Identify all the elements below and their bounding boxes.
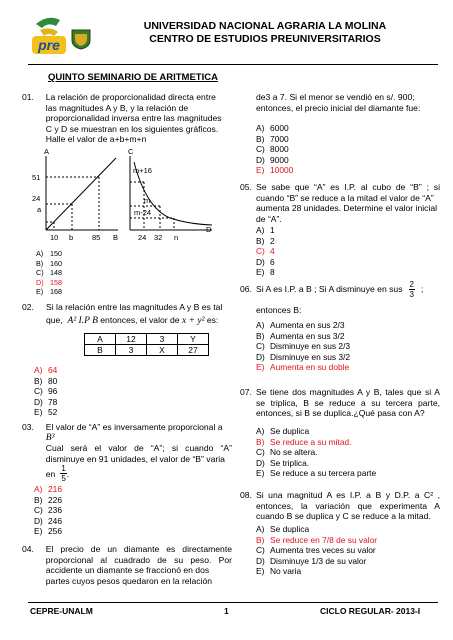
question-text [256, 387, 440, 419]
math-expression: B³ [45, 432, 55, 443]
header-divider [28, 64, 438, 65]
question-number: 05. [240, 182, 252, 192]
option-letter: A) [256, 426, 265, 436]
option[interactable] [256, 134, 293, 145]
question-5 [240, 182, 440, 224]
option[interactable] [34, 526, 62, 537]
option-text: 150 [50, 249, 62, 258]
option[interactable] [34, 376, 57, 387]
option[interactable] [256, 468, 376, 479]
graph1-tick: 10 [50, 233, 59, 242]
option-letter: D) [256, 555, 265, 566]
option-text: 80 [48, 375, 58, 386]
option-letter: B) [256, 534, 265, 545]
text-line: cuando B se duplica y C se reduce a la mitad. [256, 511, 431, 522]
question-6 [240, 280, 440, 316]
text-line: C y D se muestran en los siguientes gráficos. [45, 123, 219, 134]
graph2-tick: n [174, 233, 179, 242]
option-text: 2 [270, 235, 275, 246]
option-text: Aumenta en sus 2/3 [270, 320, 345, 330]
question-number: 02. [22, 302, 34, 312]
q6-options [256, 320, 350, 373]
cepre-logo [30, 14, 68, 58]
option-text: 256 [48, 526, 62, 537]
option-letter: B) [256, 330, 265, 341]
option-text: Se reduce a su mitad. [270, 436, 352, 447]
question-3 [22, 422, 232, 483]
option[interactable] [256, 458, 376, 469]
option-text: 168 [50, 287, 62, 297]
option-correct[interactable] [256, 165, 293, 176]
option-text: 246 [48, 515, 62, 526]
q8-options [256, 524, 377, 577]
option-letter: C) [36, 268, 44, 278]
option-letter: B) [256, 133, 265, 144]
text-part: que, [46, 314, 63, 325]
text-line: disminuye en 91 unidades, el valor de “B” varia [45, 453, 225, 464]
university-shield-icon [70, 28, 92, 50]
values-table [84, 333, 209, 356]
option[interactable] [34, 516, 62, 527]
option-letter: C) [34, 386, 43, 397]
option[interactable] [256, 267, 275, 278]
graph1-line [46, 158, 116, 230]
graph2-y-label: C [128, 147, 134, 156]
option[interactable] [256, 123, 293, 134]
table-row [85, 334, 209, 345]
option-text: Disminuye 1/3 de su valor [270, 555, 367, 566]
option-letter: E) [256, 566, 265, 577]
question-4-continuation [256, 92, 446, 113]
option-text: 158 [50, 277, 62, 287]
option-text: Aumenta tres veces su valor [270, 545, 376, 556]
graph1-tick: a [37, 205, 42, 214]
question-1 [22, 92, 232, 145]
option-correct[interactable] [256, 362, 350, 373]
graph1-tick: b [69, 233, 74, 242]
option-text: Se reduce a su tercera parte [270, 468, 377, 479]
option[interactable] [256, 331, 350, 342]
option-text: 64 [48, 365, 58, 375]
text-part: ; [420, 284, 424, 295]
option[interactable] [256, 426, 376, 437]
option[interactable] [36, 249, 62, 259]
graph1-tick: 51 [32, 173, 41, 182]
graph2-tick: m+16 [133, 166, 152, 175]
option-correct[interactable] [256, 535, 377, 546]
graph2-tick: m [144, 196, 151, 205]
option-text: Disminuye en sus 3/2 [270, 351, 351, 362]
table-row [85, 345, 209, 356]
proportionality-graphs [20, 146, 220, 246]
option-letter: D) [256, 351, 265, 362]
footer-left: CEPRE-UNALM [30, 606, 93, 616]
option-letter: C) [256, 545, 265, 556]
option-letter: C) [256, 447, 265, 458]
option-letter: E) [34, 407, 43, 418]
table-cell: B [85, 345, 116, 356]
question-text [46, 302, 222, 326]
table-cell: X [147, 345, 178, 356]
math-expression: A² I.P B [67, 315, 98, 326]
q5-options [256, 225, 275, 278]
q3-options [34, 484, 62, 537]
q4-options [256, 123, 293, 176]
option-correct[interactable] [256, 437, 376, 448]
text-line: partes cuyos pesos quedaron en la relación [45, 575, 213, 586]
text-part: en [45, 468, 56, 479]
text-line: entonces, el precio inicial del diamante fue: [256, 102, 421, 113]
option-text: Aumenta en su doble [270, 362, 350, 373]
text-line: de3 a 7. Si el menor se vendió en s/. 900; [256, 92, 415, 102]
q7-options [256, 426, 376, 479]
question-2 [22, 302, 232, 326]
logo-text: pre [38, 37, 60, 53]
table-cell: 27 [178, 345, 209, 356]
option-letter: B) [34, 375, 43, 386]
option-letter: A) [36, 249, 44, 258]
option[interactable] [256, 236, 275, 247]
option[interactable] [256, 225, 275, 236]
option-text: 96 [48, 386, 58, 397]
graph2-tick: 24 [138, 233, 147, 242]
fraction [409, 280, 415, 299]
option[interactable] [256, 524, 377, 535]
option-text: 6000 [270, 123, 289, 133]
option-correct[interactable] [34, 484, 62, 495]
option-letter: E) [256, 267, 265, 278]
text-line: Si la relación entre las magnitudes A y B es tal [46, 302, 223, 312]
option-text: 148 [50, 268, 62, 278]
option-letter: B) [256, 235, 265, 246]
option-text: 216 [48, 484, 62, 494]
question-text [46, 422, 232, 483]
option[interactable] [36, 259, 62, 269]
option-correct[interactable] [34, 365, 57, 376]
text-line: se triplica, B se reduce a su tercera parte, [256, 397, 440, 408]
option-text: Se duplica [270, 524, 310, 534]
option[interactable] [34, 397, 57, 408]
option-text: 160 [50, 258, 62, 268]
graph1-tick: 85 [92, 233, 101, 242]
option-text: Se duplica [270, 426, 310, 436]
option-text: 1 [270, 225, 275, 235]
table-cell: 3 [116, 345, 147, 356]
option[interactable] [256, 545, 377, 556]
option[interactable] [256, 320, 350, 331]
option-letter: E) [256, 362, 265, 373]
option[interactable] [256, 144, 293, 155]
question-number: 08. [240, 490, 252, 500]
page-number: 1 [224, 606, 229, 616]
option-text: 10000 [270, 165, 294, 176]
option-letter: E) [256, 165, 265, 176]
option-text: 52 [48, 407, 58, 418]
question-text [46, 92, 232, 145]
option-letter: D) [256, 457, 265, 468]
footer-divider [28, 602, 438, 603]
option-text: 8000 [270, 144, 289, 155]
text-line: cuando “B” se reduce a la mitad el valor de “A” [256, 192, 434, 203]
question-number: 03. [22, 422, 34, 432]
option-text: 236 [48, 505, 62, 516]
option-text: 4 [270, 246, 275, 257]
question-number: 01. [22, 92, 34, 102]
option-text: 78 [48, 396, 58, 407]
option-text: Se reduce en 7/8 de su valor [270, 534, 378, 545]
question-text [256, 182, 440, 224]
text-line: Se sabe que “A” es I.P. al cubo de “B” ; si [256, 182, 440, 192]
option[interactable] [256, 447, 376, 458]
option[interactable] [34, 386, 57, 397]
option-letter: A) [256, 320, 265, 330]
text-line: las magnitudes A y B, y la relación de [45, 102, 189, 113]
option[interactable] [256, 341, 350, 352]
option-letter: D) [34, 515, 43, 526]
graph1-tick: 24 [32, 194, 41, 203]
option[interactable] [256, 352, 350, 363]
text-line: La relación de proporcionalidad directa entre [45, 92, 216, 102]
option[interactable] [256, 556, 377, 567]
option-text: 8 [270, 267, 275, 278]
option[interactable] [256, 155, 293, 166]
question-text [46, 544, 232, 586]
option-letter: A) [34, 484, 43, 494]
graph1-x-label: B [113, 233, 119, 242]
option[interactable] [256, 566, 377, 577]
graph1-y-label: A [44, 147, 50, 156]
question-text [256, 490, 440, 522]
table-cell: Y [178, 334, 209, 345]
text-line: Se tiene dos magnitudes A y B, tales que si A [256, 387, 440, 397]
text-line: entonces, la variación que experimenta A [256, 500, 440, 511]
option-letter: A) [256, 524, 265, 534]
option-letter: E) [34, 526, 43, 537]
option-correct[interactable] [256, 246, 275, 257]
option-letter: D) [256, 256, 265, 267]
option[interactable] [34, 407, 57, 418]
header-line-1: UNIVERSIDAD NACIONAL AGRARIA LA MOLINA [143, 20, 387, 32]
text-line: El precio de un diamante es directamente [45, 544, 232, 554]
option-correct[interactable] [36, 278, 62, 288]
table-cell: A [85, 334, 116, 345]
question-number: 04. [22, 544, 34, 554]
fraction-numerator: 1 [61, 464, 66, 474]
option-text: Se triplica. [270, 457, 310, 468]
option-letter: E) [36, 287, 44, 297]
option-text: 9000 [270, 154, 289, 165]
text-line: El valor de “A” es inversamente proporcional a [45, 422, 223, 432]
option-text: No varia [270, 566, 302, 577]
header-line-2: CENTRO DE ESTUDIOS PREUNIVERSITARIOS [149, 33, 381, 45]
option-letter: D) [34, 396, 43, 407]
text-line: aumenta 28 unidades. Determine el valor inicial [256, 203, 438, 214]
question-number: 06. [240, 284, 252, 295]
option-letter: C) [256, 341, 265, 352]
fraction-denominator: 5 [61, 474, 66, 484]
option-letter: B) [34, 494, 43, 505]
option-letter: D) [256, 154, 265, 165]
option[interactable] [36, 287, 62, 297]
option-letter: B) [36, 258, 44, 268]
graph2-tick: m-24 [134, 208, 152, 217]
question-8 [240, 490, 440, 522]
q2-options [34, 365, 57, 418]
option-letter: B) [256, 436, 265, 447]
text-line: Si A es I.P. a B ; Si A disminuye en sus [256, 284, 403, 295]
text-line: entonces, si B se duplica.¿Qué pasa con A? [256, 408, 425, 419]
table-cell: 12 [116, 334, 147, 345]
option-text: 6 [270, 256, 275, 267]
option-letter: A) [256, 123, 265, 133]
table-cell: 3 [147, 334, 178, 345]
math-expression: x + y² [181, 315, 205, 326]
fraction-numerator: 2 [409, 280, 414, 289]
text-line: Halle el valor de a+b+m+n [45, 134, 147, 145]
option-text: 226 [48, 494, 62, 505]
option-text: No se altera. [270, 447, 318, 458]
option-letter: D) [36, 277, 44, 287]
option-letter: E) [256, 468, 265, 479]
question-4 [22, 544, 232, 586]
graph2-x-label: D [206, 225, 212, 234]
question-number: 07. [240, 387, 252, 397]
text-line: proporcional al cuadrado de su peso. Por [45, 554, 232, 565]
option-text: Aumenta en sus 3/2 [270, 330, 345, 341]
option[interactable] [34, 495, 62, 506]
header [100, 20, 430, 46]
fraction-denominator: 3 [409, 290, 414, 299]
text-line: Cual será el valor de “A”; si cuando “A” [45, 443, 232, 454]
text-line: accidente un diamante se fraccionó en dos [45, 565, 210, 576]
option-letter: C) [256, 144, 265, 155]
option[interactable] [34, 505, 62, 516]
option[interactable] [256, 257, 275, 268]
text-part: es: [206, 314, 219, 325]
option-letter: C) [34, 505, 43, 516]
graph2-tick: 32 [154, 233, 163, 242]
option[interactable] [36, 268, 62, 278]
question-7 [240, 387, 440, 419]
footer-right: CICLO REGULAR- 2013-I [320, 606, 421, 616]
text-part: . [66, 468, 70, 479]
text-part: entonces, el valor de [100, 314, 180, 325]
text-line: Si una magnitud A es I.P. a B y D.P. a C² , [256, 490, 440, 500]
q1-options [36, 249, 62, 297]
seminar-title: QUINTO SEMINARIO DE ARITMETICA [48, 72, 218, 83]
text-line: proporcionalidad inversa entre las magnitudes [45, 113, 222, 124]
option-text: Disminuye en sus 2/3 [270, 341, 351, 352]
text-line: de “A”. [256, 213, 282, 224]
text-line: entonces B: [256, 305, 302, 315]
option-letter: A) [34, 365, 43, 375]
option-letter: A) [256, 225, 265, 235]
option-text: 7000 [270, 133, 289, 144]
option-letter: C) [256, 246, 265, 257]
